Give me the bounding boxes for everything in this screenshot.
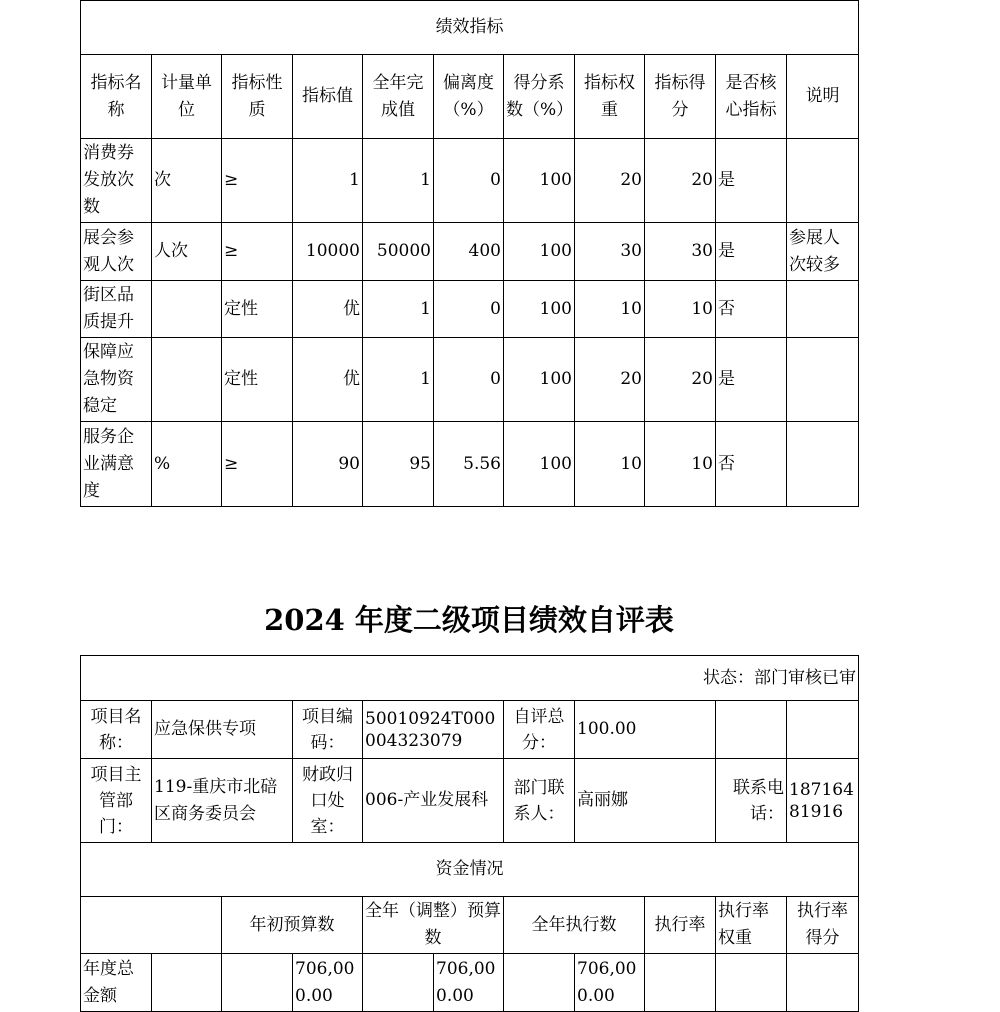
indicator-note xyxy=(787,139,859,223)
empty-cell xyxy=(81,897,222,954)
empty-cell xyxy=(152,954,222,1012)
indicator-actual: 1 xyxy=(363,281,434,338)
indicator-name: 消费券发放次数 xyxy=(81,139,152,223)
empty-cell xyxy=(645,954,716,1012)
indicator-weight: 10 xyxy=(575,281,645,338)
project-name-label: 项目名称： xyxy=(81,701,152,759)
header-rate-weight: 执行率权重 xyxy=(716,897,787,954)
indicator-unit xyxy=(152,281,222,338)
indicator-score: 20 xyxy=(645,338,716,422)
indicator-weight: 20 xyxy=(575,139,645,223)
table-row xyxy=(81,422,859,507)
table-row xyxy=(81,954,859,1012)
indicator-note xyxy=(787,281,859,338)
indicator-nature: ≥ xyxy=(222,139,293,223)
phone-value: 18716481916 xyxy=(787,759,859,843)
indicator-actual: 50000 xyxy=(363,223,434,281)
indicator-target: 90 xyxy=(293,422,363,507)
indicator-score: 10 xyxy=(645,281,716,338)
header-note: 说明 xyxy=(787,55,859,139)
total-initial: 706,000.00 xyxy=(293,954,363,1012)
indicator-name: 保障应急物资稳定 xyxy=(81,338,152,422)
indicator-nature: 定性 xyxy=(222,281,293,338)
dept-info-row xyxy=(81,759,859,843)
total-executed: 706,000.00 xyxy=(575,954,645,1012)
indicator-nature: ≥ xyxy=(222,422,293,507)
indicator-score: 30 xyxy=(645,223,716,281)
indicator-coefficient: 100 xyxy=(504,139,575,223)
header-rate-score: 执行率得分 xyxy=(787,897,859,954)
indicator-deviation: 5.56 xyxy=(434,422,504,507)
total-adjusted: 706,000.00 xyxy=(434,954,504,1012)
empty-cell xyxy=(787,701,859,759)
indicator-name: 展会参观人次 xyxy=(81,223,152,281)
header-executed: 全年执行数 xyxy=(504,897,645,954)
funds-header-row xyxy=(81,897,859,954)
indicator-coefficient: 100 xyxy=(504,422,575,507)
perf-section-title: 绩效指标 xyxy=(81,1,859,55)
phone-label: 联系电话： xyxy=(716,759,787,843)
finance-value: 006-产业发展科 xyxy=(363,759,504,843)
header-weight: 指标权重 xyxy=(575,55,645,139)
indicator-coefficient: 100 xyxy=(504,338,575,422)
indicator-score: 20 xyxy=(645,139,716,223)
indicator-nature: 定性 xyxy=(222,338,293,422)
header-core: 是否核心指标 xyxy=(716,55,787,139)
empty-cell xyxy=(504,954,575,1012)
contact-value: 高丽娜 xyxy=(575,759,716,843)
finance-label: 财政归口处室： xyxy=(293,759,363,843)
header-coefficient: 得分系数（%） xyxy=(504,55,575,139)
self-score: 100.00 xyxy=(575,701,716,759)
indicator-core: 否 xyxy=(716,422,787,507)
indicator-target: 优 xyxy=(293,338,363,422)
perf-header-row xyxy=(81,55,859,139)
total-label: 年度总金额 xyxy=(81,954,152,1012)
self-evaluation-table xyxy=(80,655,859,1012)
indicator-core: 是 xyxy=(716,338,787,422)
indicator-deviation: 0 xyxy=(434,338,504,422)
table-row xyxy=(81,139,859,223)
indicator-actual: 1 xyxy=(363,338,434,422)
empty-cell xyxy=(787,954,859,1012)
indicator-unit xyxy=(152,338,222,422)
dept-label: 项目主管部门： xyxy=(81,759,152,843)
indicator-note xyxy=(787,422,859,507)
empty-cell xyxy=(716,701,787,759)
empty-cell xyxy=(222,954,293,1012)
table-row xyxy=(81,338,859,422)
indicator-unit: 次 xyxy=(152,139,222,223)
self-score-label: 自评总分： xyxy=(504,701,575,759)
indicator-actual: 95 xyxy=(363,422,434,507)
empty-cell xyxy=(363,954,434,1012)
project-code: 50010924T000004323079 xyxy=(363,701,504,759)
indicator-core: 否 xyxy=(716,281,787,338)
indicator-note: 参展人次较多 xyxy=(787,223,859,281)
indicator-deviation: 0 xyxy=(434,281,504,338)
indicator-unit: 人次 xyxy=(152,223,222,281)
funds-section-title: 资金情况 xyxy=(81,843,859,897)
header-initial-budget: 年初预算数 xyxy=(222,897,363,954)
indicator-core: 是 xyxy=(716,139,787,223)
header-score: 指标得分 xyxy=(645,55,716,139)
header-execution-rate: 执行率 xyxy=(645,897,716,954)
indicator-core: 是 xyxy=(716,223,787,281)
indicator-deviation: 0 xyxy=(434,139,504,223)
indicator-coefficient: 100 xyxy=(504,281,575,338)
dept-value: 119-重庆市北碚区商务委员会 xyxy=(152,759,293,843)
indicator-actual: 1 xyxy=(363,139,434,223)
empty-cell xyxy=(716,954,787,1012)
page-title: 2024 年度二级项目绩效自评表 xyxy=(264,603,674,637)
header-actual: 全年完成值 xyxy=(363,55,434,139)
header-nature: 指标性质 xyxy=(222,55,293,139)
indicator-weight: 30 xyxy=(575,223,645,281)
indicator-target: 优 xyxy=(293,281,363,338)
performance-indicator-table xyxy=(80,0,859,507)
indicator-name: 服务企业满意度 xyxy=(81,422,152,507)
contact-label: 部门联系人： xyxy=(504,759,575,843)
indicator-weight: 20 xyxy=(575,338,645,422)
project-info-row xyxy=(81,701,859,759)
indicator-note xyxy=(787,338,859,422)
status-badge: 状态：部门审核已审 xyxy=(81,656,859,701)
indicator-coefficient: 100 xyxy=(504,223,575,281)
header-unit: 计量单位 xyxy=(152,55,222,139)
project-name: 应急保供专项 xyxy=(152,701,293,759)
indicator-deviation: 400 xyxy=(434,223,504,281)
header-target: 指标值 xyxy=(293,55,363,139)
indicator-score: 10 xyxy=(645,422,716,507)
indicator-nature: ≥ xyxy=(222,223,293,281)
indicator-target: 10000 xyxy=(293,223,363,281)
table-row xyxy=(81,223,859,281)
indicator-unit: % xyxy=(152,422,222,507)
header-deviation: 偏离度（%） xyxy=(434,55,504,139)
table-row xyxy=(81,281,859,338)
header-indicator-name: 指标名称 xyxy=(81,55,152,139)
indicator-name: 街区品质提升 xyxy=(81,281,152,338)
header-adjusted-budget: 全年（调整）预算数 xyxy=(363,897,504,954)
indicator-weight: 10 xyxy=(575,422,645,507)
indicator-target: 1 xyxy=(293,139,363,223)
project-code-label: 项目编码： xyxy=(293,701,363,759)
